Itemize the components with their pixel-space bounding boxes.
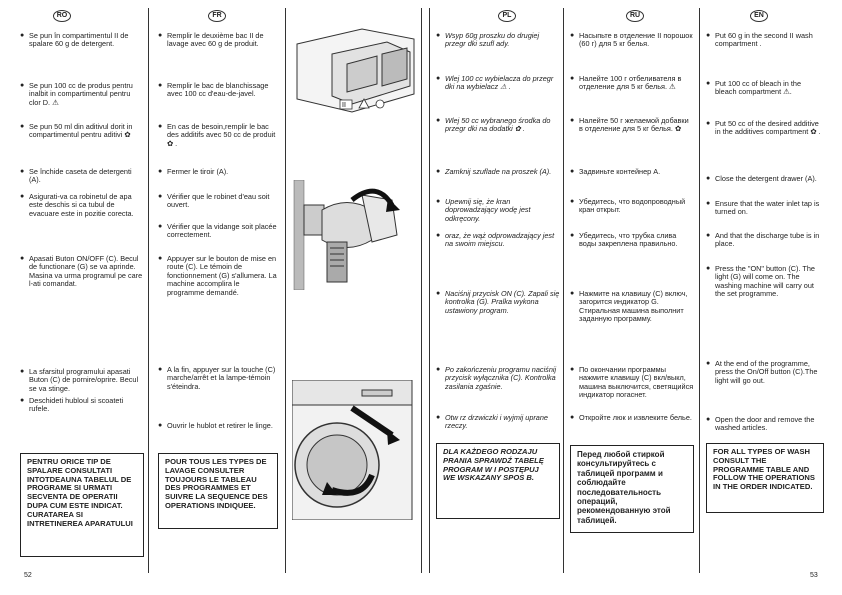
list-item: ● Налейте 50 г желаемой добавки в отделение для 5 кг белья. ✿ [570, 116, 689, 134]
language-header-ru: RU [626, 10, 644, 22]
water-tap-illustration [292, 180, 418, 290]
list-item: ● Wlej 50 cc wybranego środka do przegr dki na dodatki ✿ . [436, 116, 551, 134]
warning-icon: ⚠ [52, 97, 59, 107]
list-item: ● Se pun 100 cc de produs pentru inalbit in compartimentul pentru clor D. ⚠ [20, 81, 133, 107]
list-item: ● And that the discharge tube is in place. [706, 231, 820, 249]
column-divider [429, 8, 430, 573]
language-header-en: EN [750, 10, 768, 22]
compartment-ii-label: II [342, 102, 346, 109]
list-item: ● Se pun 50 ml din aditivul dorit in compartimentul pentru aditivi ✿ [20, 122, 133, 140]
list-item: ● oraz, że wąż odprowadzający jest na swoim miejscu. [436, 231, 555, 249]
page-number-right: 53 [810, 572, 818, 579]
warning-icon: ⚠ [669, 82, 676, 92]
column-ro [20, 10, 144, 565]
list-item: ● Vérifier que le robinet d'eau soit ouvert. [158, 192, 270, 210]
list-item: ● Ensure that the water inlet tap is turned on. [706, 199, 820, 217]
note-box: PENTRU ORICE TIP DE SPALARE CONSULTATI INTOTDEAUNA TABELUL DE PROGRAME SI URMATI SECVENTA DE OPERATII DUPA CUM ESTE INDICAT. CURATAREA SI INTRETINEREA APARATULUI [20, 453, 144, 557]
flower-icon [376, 100, 384, 108]
note-box: Перед любой стиркой консультируйтесь с таблицей программ и соблюдайте последовательность операций, рекомендованную этой таблицей. [570, 445, 694, 533]
list-item: ● Vérifier que la vidange soit placée correctement. [158, 222, 277, 240]
flower-icon: ✿ [124, 130, 131, 140]
list-item: ● Otw rz drzwiczki i wyjmij uprane rzeczy. [436, 413, 548, 431]
list-item: ● Налейте 100 г отбеливателя в отделение для 5 кг белья. ⚠ [570, 74, 682, 92]
list-item: ● At the end of the programme, press the On/Off button (C).The light will go out. [706, 359, 818, 385]
list-item: ● Откройте люк и извлеките белье. [570, 413, 692, 422]
list-item: ● Задвиньте контейнер А. [570, 167, 661, 176]
flower-icon: ✿ [674, 124, 682, 134]
list-item: ● Zamknij szuflade na proszek (A). [436, 167, 552, 176]
list-item: ● Put 60 g in the second II wash compartment . [706, 31, 813, 49]
list-item: ● Put 50 cc of the desired additive in the additives compartment ✿ . [706, 119, 821, 137]
page-number-left: 52 [24, 572, 32, 579]
list-item: ● Naciśnij przycisk ON (C). Zapali się kontrolka (G). Pralka wykona ustawiony program. [436, 289, 560, 315]
list-item: ● Wlej 100 cc wybielacza do przegr dki na wybielacz ⚠ . [436, 74, 554, 92]
list-item: ● La sfarsitul programului apasati Buton (C) de pornire/oprire. Becul se va stinge. [20, 367, 139, 393]
detergent-drawer-illustration [292, 24, 418, 116]
list-item: ● Upewnij się, że kran doprowadzający wodę jest odkręcony. [436, 197, 531, 223]
list-item: ● Wsyp 60g proszku do drugiej przegr dki szufl ady. [436, 31, 540, 49]
list-item: ● En cas de besoin,remplir le bac des additifs avec 50 cc de produit ✿ . [158, 122, 276, 148]
flower-icon: ✿ [810, 127, 817, 137]
list-item: ● Asigurati-va ca robinetul de apa este deschis si ca tubul de evacuare este in pozitie corecta. [20, 192, 134, 218]
column-ru [570, 10, 694, 565]
column-divider [421, 8, 422, 573]
column-divider [148, 8, 149, 573]
language-header-fr: FR [208, 10, 226, 22]
list-item: ● Open the door and remove the washed articles. [706, 415, 815, 433]
list-item: ● Se închide caseta de detergenti (A). [20, 167, 132, 185]
list-item: ● Remplir le deuxième bac II de lavage avec 60 g de produit. [158, 31, 264, 49]
flower-icon: ✿ [167, 138, 174, 148]
list-item: ● Deschideti hubloul si scoateti rufele. [20, 396, 124, 414]
note-box: DLA KAŻDEGO RODZAJU PRANIA SPRAWDŹ TABELĘ PROGRAM W I POSTĘPUJ WE WSKAZANY SPOS B. [436, 443, 560, 519]
warning-icon: ⚠ [783, 87, 790, 97]
list-item: ● Apasati Buton ON/OFF (C). Becul de functionare (G) se va aprinde. Masina va urma programul pe care l-ati comandat. [20, 254, 143, 289]
column-divider [285, 8, 286, 573]
flower-icon: ✿ [514, 124, 521, 134]
list-item: ● Ouvrir le hublot et retirer le linge. [158, 421, 273, 430]
list-item: ● Насыпьте в отделение II порошок (60 г) для 5 кг белья. [570, 31, 693, 49]
washing-machine-door-illustration [292, 380, 418, 520]
list-item: ● Press the "ON" button (C). The light (G) will come on. The washing machine will carry out the set programme. [706, 264, 815, 299]
column-divider [563, 8, 564, 573]
list-item: ● Appuyer sur le bouton de mise en route (C). Le témoin de fonctionnement (G) s'allumera. La machine accomplira le programme demandé. [158, 254, 277, 297]
list-item: ● Remplir le bac de blanchissage avec 100 cc d'eau-de-javel. [158, 81, 269, 99]
list-item: ● A la fin, appuyer sur la touche (C) marche/arrêt et la lampe-témoin s'éteindra. [158, 365, 276, 391]
list-item: ● Нажмите на клавишу (С) включ, загорится индикатор G. Стиральная машина выполнит заданную программу. [570, 289, 688, 324]
warning-icon: ⚠ [500, 82, 507, 92]
list-item: ● Put 100 cc of bleach in the bleach compartment ⚠. [706, 79, 801, 97]
column-fr [158, 10, 278, 565]
language-header-pl: PL [498, 10, 516, 22]
column-en [706, 10, 824, 565]
note-box: FOR ALL TYPES OF WASH CONSULT THE PROGRAMME TABLE AND FOLLOW THE OPERATIONS IN THE ORDER INDICATED. [706, 443, 824, 513]
note-box: POUR TOUS LES TYPES DE LAVAGE CONSULTER TOUJOURS LE TABLEAU DES PROGRAMMES ET SUIVRE LA SEQUENCE DES OPERATIONS INDIQUEE. [158, 453, 278, 529]
list-item: ● По окончании программы нажмите клавишу (С) вкл/выкл, машина выключится, светящийся индикатор погаснет. [570, 365, 694, 400]
language-header-ro: RO [53, 10, 71, 22]
list-item: ● Close the detergent drawer (A). [706, 174, 817, 183]
column-divider [699, 8, 700, 573]
list-item: ● Se pun în compartimentul II de spalare 60 g de detergent. [20, 31, 129, 49]
list-item: ● Po zakończeniu programu naciśnij przycisk wyłącznika (C). Kontrolka zasilania zgaśnie. [436, 365, 557, 391]
list-item: ● Убедитесь, что водопроводный кран открыт. [570, 197, 686, 215]
column-pl [436, 10, 560, 565]
list-item: ● Fermer le tiroir (A). [158, 167, 229, 176]
list-item: ● Убедитесь, что трубка слива воды закреплена правильно. [570, 231, 678, 249]
